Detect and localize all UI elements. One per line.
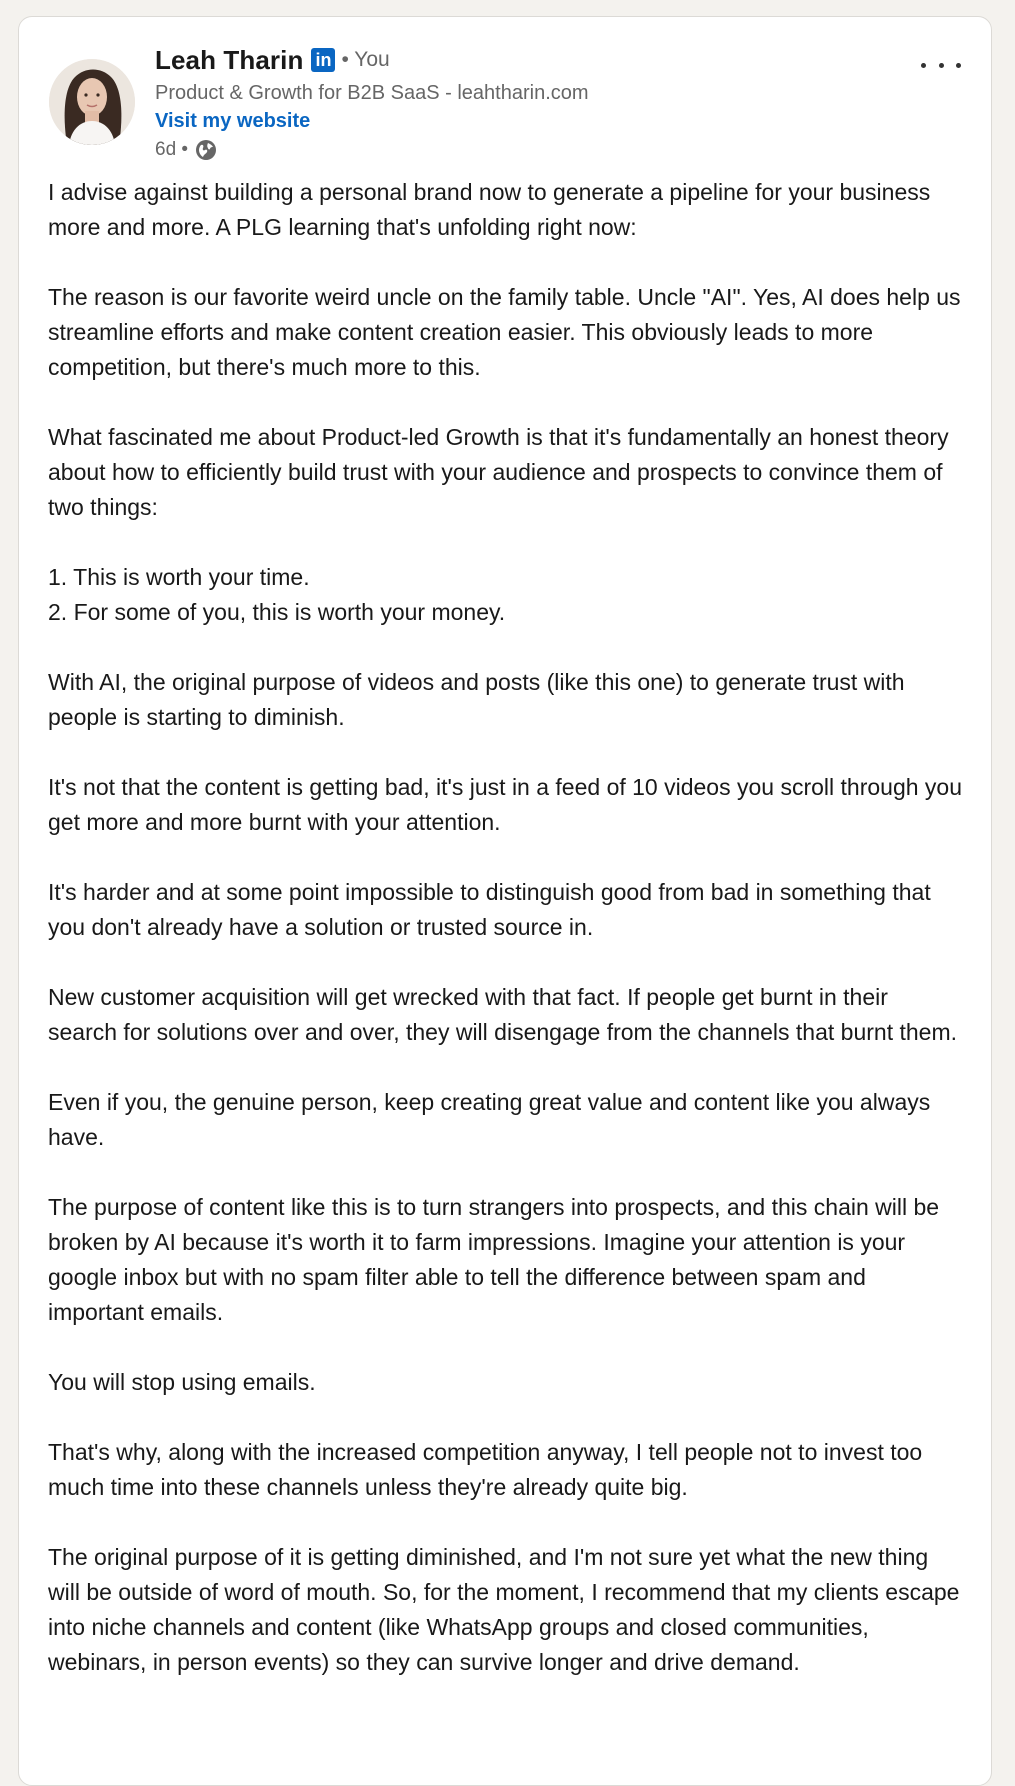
globe-icon: [194, 138, 218, 162]
post-paragraph: It's harder and at some point impossible to distinguish good from bad in something that you don't already have a solution or trusted source in.: [48, 879, 938, 940]
avatar-photo: [49, 59, 135, 145]
visit-website-link[interactable]: Visit my website: [155, 110, 311, 132]
post-paragraph: The purpose of content like this is to turn strangers into prospects, and this chain will be broken by AI because it's worth it to farm impressions. Imagine your attention is your google inbox but with no spam filter able to tell the difference between spam and important emails.: [48, 1194, 946, 1325]
more-dot: [939, 63, 944, 68]
author-headline: Product & Growth for B2B SaaS - leahtharin.com: [155, 82, 589, 104]
post-paragraph: With AI, the original purpose of videos and posts (like this one) to generate trust with people is starting to diminish.: [48, 669, 911, 730]
post-paragraph: The reason is our favorite weird uncle on the family table. Uncle "AI". Yes, AI does help us streamline efforts and make content creation easier. This obviously leads to more competition, but there's much more to this.: [48, 284, 967, 380]
post-paragraph: You will stop using emails.: [48, 1369, 316, 1395]
post-paragraph: It's not that the content is getting bad, it's just in a feed of 10 videos you scroll through you get more and more burnt with your attention.: [48, 774, 969, 835]
post-paragraph: What fascinated me about Product-led Growth is that it's fundamentally an honest theory about how to efficiently build trust with your audience and prospects to convince them of two things:: [48, 424, 955, 520]
post-header: [49, 41, 961, 181]
post-timestamp-row: [155, 135, 901, 165]
more-horizontal-icon: [921, 63, 926, 68]
more-dot: [956, 63, 961, 68]
post-paragraph: I advise against building a personal brand now to generate a pipeline for your business more and more. A PLG learning that's unfolding right now:: [48, 179, 937, 240]
more-options-button[interactable]: [921, 55, 961, 75]
name-row: [155, 41, 901, 79]
post-paragraph: Even if you, the genuine person, keep creating great value and content like you always have.: [48, 1089, 937, 1150]
post-timestamp: 6d •: [155, 139, 189, 160]
post-paragraph: That's why, along with the increased competition anyway, I tell people not to invest too much time into these channels unless they're already quite big.: [48, 1439, 929, 1500]
connection-degree: • You: [341, 48, 390, 71]
post-list: 1. This is worth your time. 2. For some of you, this is worth your money.: [48, 564, 506, 625]
post-card: [18, 16, 992, 1786]
post-body: [48, 175, 969, 1715]
linkedin-icon: in: [311, 48, 335, 72]
author-avatar[interactable]: [49, 59, 135, 145]
post-paragraph: The original purpose of it is getting diminished, and I'm not sure yet what the new thing will be outside of word of mouth. So, for the moment, I recommend that my clients escape into niche channels and content (like WhatsApp groups and closed communities, webinars, in person events) so they can survive longer and drive demand.: [48, 1544, 966, 1675]
author-name[interactable]: Leah Tharin: [155, 44, 304, 75]
post-paragraph: New customer acquisition will get wrecked with that fact. If people get burnt in their search for solutions over and over, they will disengage from the channels that burnt them.: [48, 984, 958, 1045]
author-meta: [155, 41, 901, 165]
